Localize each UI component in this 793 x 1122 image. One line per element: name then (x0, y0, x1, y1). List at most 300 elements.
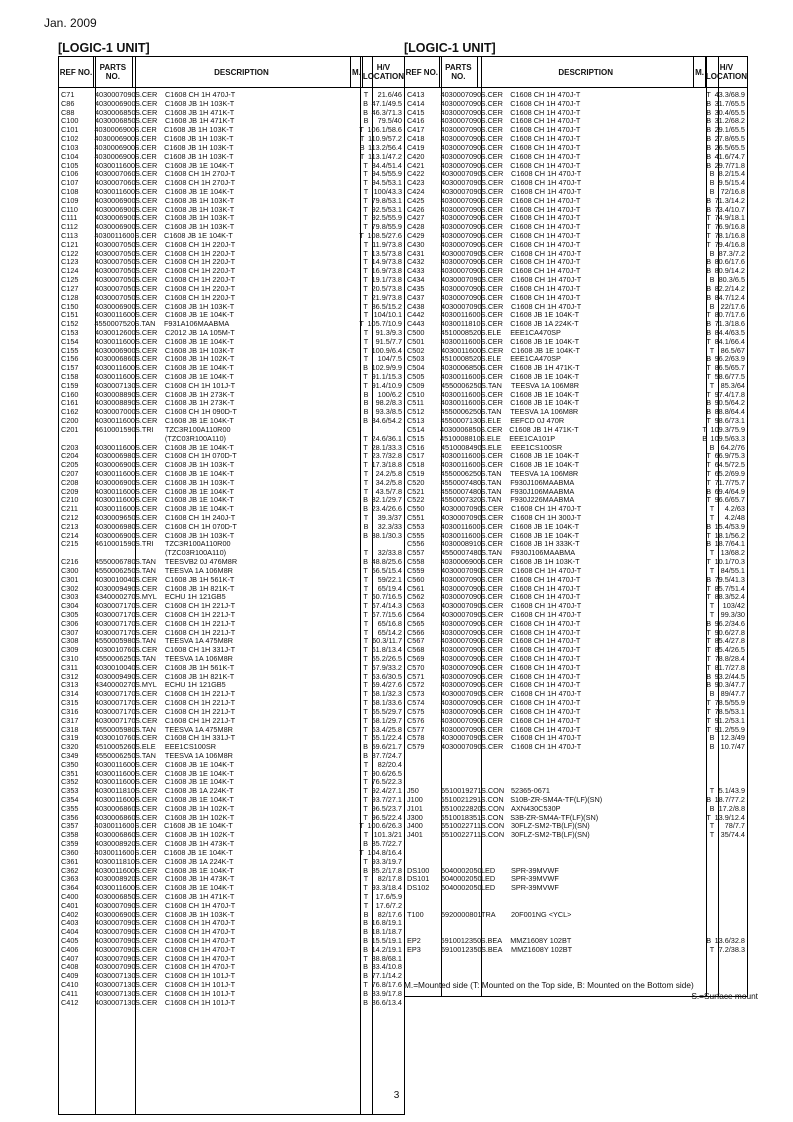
location-cell: 31.7/65.5 (714, 98, 745, 108)
ref-no-cell: C357 (61, 821, 79, 831)
mounted-side-cell: T (706, 495, 711, 505)
type-cell: S.TAN (480, 407, 502, 417)
mounted-side-cell: T (363, 248, 368, 258)
description-cell: C1608 CH 1H 470J-T (511, 689, 582, 699)
type-cell (481, 893, 511, 902)
description-cell: C1608 JB 1E 104K-T (163, 847, 233, 857)
parts-no-cell: 4030011600 (95, 759, 136, 769)
parts-no-cell: 4030007130 (94, 380, 136, 390)
mounted-side-cell: B (706, 107, 712, 117)
type-cell: S.CER (481, 301, 504, 311)
ref-no-cell: C438 (407, 301, 425, 311)
mounted-side-cell (706, 770, 718, 779)
parts-no-cell: 4030011600 (94, 777, 135, 787)
description-cell: MMZ1608Y 102BT (510, 936, 572, 945)
mounted-side-cell: B (363, 839, 368, 849)
type-cell: S.CER (134, 962, 158, 972)
ref-no-cell: C317 (61, 715, 79, 725)
parts-no-cell: 4030007090 (440, 654, 482, 663)
description-cell: C1608 JB 1H 103K-T (164, 98, 235, 108)
location-cell: 65/16.8 (377, 618, 402, 628)
type-cell: S.CER (134, 671, 158, 681)
ref-no-cell: C122 (61, 248, 79, 258)
location-cell: 84.4/51.4 (371, 160, 402, 170)
type-cell: S.CER (480, 706, 503, 716)
mounted-side-cell: B (709, 186, 715, 196)
description-cell: C1608 CH 1H 221J-T (165, 618, 236, 628)
legend-notes (404, 980, 764, 1002)
location-cell: 34.6/54.2 (371, 416, 402, 426)
description-cell: C1608 CH 1H 470J-T (164, 962, 236, 972)
mounted-side-cell: B (706, 151, 712, 161)
type-cell: S.CER (134, 698, 158, 708)
type-cell: S.CER (481, 601, 504, 611)
mounted-side-cell: T (363, 812, 368, 822)
parts-no-cell: 4030006850 (440, 363, 482, 373)
description-cell: C1608 JB 1E 104K-T (164, 777, 234, 787)
mounted-side-cell: B (709, 301, 715, 311)
description-cell: C1608 CH 1H 470J-T (511, 275, 582, 285)
mounted-side-cell: T (709, 548, 715, 558)
type-cell: LED (481, 874, 496, 884)
description-cell: EEE1CS100SR (511, 442, 563, 452)
parts-no-cell: 4550006250 (441, 380, 482, 390)
description-cell: C1608 CH 1H 470J-T (510, 592, 581, 602)
description-cell: C1608 CH 1H 470J-T (165, 90, 236, 99)
location-cell: 72/16.8 (720, 186, 745, 196)
left-unit-title: [LOGIC-1 UNIT] (58, 41, 150, 55)
location-cell: 61.8/13.4 (371, 645, 402, 655)
parts-no-cell: 4030008910 (440, 539, 482, 549)
type-cell: LED (481, 883, 496, 893)
location-cell: 91.2/53.1 (714, 715, 745, 725)
ref-no-cell: C308 (61, 636, 79, 646)
left-parts-column (58, 40, 405, 1115)
description-cell: C1608 JB 1H 471K-T (165, 116, 235, 126)
parts-no-cell: 4550006250 (440, 407, 482, 417)
parts-no-cell: 4030011600 (94, 231, 135, 240)
description-cell: C1608 CH 1H 470J-T (510, 698, 581, 708)
location-cell: 100.6/26.3 (367, 821, 402, 831)
type-cell: S.CER (480, 231, 503, 240)
description-cell: S10B-ZR-SM4A-TF(LF)(SN) (510, 795, 603, 804)
location-cell: 69.4/64.9 (714, 486, 745, 496)
description-cell: C1608 JB 1E 104K-T (165, 468, 234, 478)
parts-no-cell: 4030011600 (441, 345, 482, 355)
description-cell: TEESVA 1A 475M8R (165, 636, 234, 646)
type-cell: S.TRI (135, 539, 154, 549)
parts-no-cell (441, 752, 481, 761)
mounted-side-cell: T (363, 786, 368, 796)
ref-no-cell: C306 (61, 618, 79, 628)
mounted-side-cell: T (363, 451, 368, 461)
location-cell: 14.2/19.1 (371, 944, 402, 954)
ref-no-cell: C574 (407, 698, 425, 708)
parts-no-cell: 4030011600 (94, 883, 135, 893)
type-cell: S.CER (480, 592, 503, 602)
type-cell: S.ELE (134, 742, 156, 752)
table-row (59, 426, 404, 435)
location-cell: 14.9/73.8 (371, 257, 402, 267)
location-cell: 23.7/32.8 (371, 451, 402, 461)
type-cell: S.CER (134, 953, 158, 963)
ref-no-cell: C432 (407, 257, 425, 267)
parts-no-cell: 4030011600 (440, 310, 481, 320)
type-cell: S.CER (480, 645, 503, 655)
location-cell: 76.9/16.8 (714, 222, 745, 232)
description-cell: F931A106MAABMA (163, 319, 230, 329)
parts-no-cell: 4030007090 (441, 186, 482, 196)
ref-no-cell: C425 (407, 195, 425, 205)
mounted-side-cell: T (709, 609, 715, 619)
table-row (405, 946, 747, 955)
parts-no-cell (441, 840, 481, 849)
type-cell: S.CER (480, 724, 503, 734)
description-cell: C1608 JB 1E 104K-T (164, 442, 234, 452)
mounted-side-cell: T (706, 654, 711, 663)
type-cell: S.TAN (134, 654, 156, 663)
location-cell: 82.2/14.2 (714, 283, 745, 293)
type-cell: S.CER (135, 583, 158, 593)
mounted-side-cell: B (709, 733, 715, 743)
description-cell: C1608 JB 1H 561K-T (164, 662, 235, 672)
mounted-side-cell (706, 867, 718, 876)
mounted-side-cell: B (363, 927, 368, 937)
mounted-side-cell: B (363, 936, 368, 945)
type-cell: S.CER (481, 689, 504, 699)
ref-no-cell: C518 (407, 460, 425, 470)
location-cell: 59/22.1 (377, 574, 402, 584)
parts-no-cell: 4030011600 (440, 460, 481, 470)
mounted-side-cell (706, 893, 718, 902)
location-cell: 110.9/57.2 (368, 134, 402, 144)
ref-no-cell: C517 (407, 451, 425, 461)
type-cell: S.BEA (481, 944, 503, 954)
type-cell: S.TAN (134, 319, 156, 329)
ref-no-cell: C71 (61, 90, 75, 99)
ref-no-cell: C414 (407, 98, 425, 108)
type-cell (481, 919, 511, 928)
right-parts-column (404, 40, 748, 997)
type-cell: S.CER (480, 671, 503, 681)
mounted-side-cell: T (706, 715, 711, 725)
location-cell: 102.9/9.9 (371, 363, 402, 373)
ref-no-cell: C209 (61, 486, 79, 496)
parts-no-cell: 4030011600 (94, 416, 135, 426)
description-cell: C1608 JB 1E 104K-T (164, 865, 234, 875)
description-cell: C1608 JB 1H 103K-T (510, 557, 580, 567)
ref-no-cell: C417 (407, 125, 425, 135)
ref-no-cell: C402 (61, 909, 79, 919)
mounted-side-cell: B (709, 275, 715, 285)
location-cell: 19.1/73.8 (371, 275, 402, 285)
ref-no-cell: C551 (407, 513, 425, 522)
ref-no-cell: C407 (61, 953, 79, 963)
type-cell: S.CER (481, 345, 504, 355)
location-cell: 87.3/7.2 (718, 248, 745, 258)
type-cell: S.CER (135, 513, 158, 522)
ref-no-cell: C86 (61, 98, 75, 108)
description-cell: C1608 JB 1H 561K-T (165, 574, 235, 584)
ref-no-cell: C559 (407, 565, 425, 575)
parts-no-cell: 4030006900 (94, 222, 136, 232)
parts-no-cell: 4030009490 (95, 583, 136, 593)
description-cell: C1608 JB 1H 103K-T (164, 222, 235, 232)
mounted-side-cell: T (363, 980, 368, 990)
location-cell: 46.3/71.3 (371, 107, 402, 117)
description-cell: EEE1CA101P (509, 433, 556, 443)
right-parts-table (404, 56, 748, 997)
mounted-side-cell: B (706, 292, 712, 302)
location-cell (718, 752, 747, 761)
description-cell: C1608 CH 1H 101J-T (164, 997, 236, 1007)
location-cell: 34.2/5.8 (375, 477, 402, 487)
ref-no-cell: C405 (61, 936, 79, 945)
mounted-side-cell: B (706, 266, 712, 276)
parts-no-cell: 4030007090 (440, 283, 482, 293)
mounted-side-cell: T (363, 275, 368, 285)
description-cell: C1608 JB 1E 104K-T (510, 336, 580, 346)
mounted-side-cell: B (363, 504, 368, 514)
description-cell: C1608 CH 1H 470J-T (510, 715, 581, 725)
type-cell: S.TAN (480, 468, 502, 478)
parts-no-cell: 4030007050 (94, 266, 136, 276)
ref-no-cell: C349 (61, 750, 79, 760)
parts-no-cell: 4030006900 (94, 460, 136, 470)
mounted-side-cell: T (363, 662, 368, 672)
type-cell: S.CER (135, 900, 158, 910)
description-cell: C1608 CH 1H 470J-T (511, 186, 582, 196)
type-cell: S.CER (134, 786, 158, 796)
location-cell: 108.5/27.6 (367, 231, 402, 240)
parts-no-cell: 4550005980 (94, 724, 136, 734)
type-cell (481, 840, 511, 849)
description-cell: SPR-39MVWF (511, 865, 559, 875)
type-cell: S.CER (134, 363, 158, 373)
location-cell (718, 849, 747, 858)
mounted-side-cell: T (363, 715, 368, 725)
mounted-side-cell: T (706, 213, 711, 223)
ref-no-cell: DS100 (407, 865, 430, 875)
type-cell: S.CER (481, 504, 504, 514)
description-cell: C1608 JB 1H 102K-T (164, 803, 235, 813)
location-cell: 64.2/76 (720, 442, 745, 452)
type-cell: S.CER (134, 380, 158, 390)
description-cell: C1608 JB 1H 273K-T (165, 389, 235, 399)
location-cell: 97.4/17.8 (714, 389, 745, 399)
parts-no-cell: 4030007090 (95, 900, 136, 910)
mounted-side-cell: T (359, 151, 365, 161)
description-cell: C1608 JB 1H 473K-T (164, 839, 235, 849)
location-cell (718, 858, 747, 867)
type-cell: S.CER (480, 557, 503, 567)
mounted-side-cell: B (706, 521, 712, 531)
table-row (405, 849, 747, 858)
mounted-side-cell (706, 761, 718, 770)
parts-no-cell: 4550005980 (95, 636, 136, 646)
ref-no-cell: C320 (61, 742, 79, 752)
description-cell: TEESVA 1A 106M8R (511, 380, 580, 390)
type-cell: S.CER (480, 292, 503, 302)
ref-no-cell: C158 (61, 372, 79, 381)
type-cell: S.CER (134, 839, 158, 849)
mounted-side-cell: T (363, 178, 368, 188)
description-cell (511, 840, 706, 849)
description-cell: C1608 CH 1H 470J-T (511, 733, 582, 743)
ref-no-cell (405, 761, 441, 770)
description-cell: C1608 CH 1H 221J-T (164, 689, 236, 699)
description-cell: C1608 CH 1H 470J-T (164, 918, 236, 928)
type-cell: LED (481, 865, 496, 875)
parts-no-cell: 4030011600 (95, 310, 136, 320)
mounted-side-cell: T (363, 468, 369, 478)
parts-no-cell: 4030007050 (95, 239, 136, 249)
table-row (405, 893, 747, 902)
mounted-side-cell: T (363, 680, 368, 690)
location-cell: 96.6/65.7 (714, 495, 745, 505)
description-cell: ECHU 1H 121GB5 (164, 680, 226, 690)
type-cell: S.CER (481, 248, 504, 258)
description-cell: C1608 JB 1H 821K-T (164, 671, 235, 681)
description-cell: MMZ1608Y 102BT (511, 944, 573, 954)
parts-no-cell: 4030007090 (440, 645, 482, 655)
parts-no-cell: 4030008890 (95, 389, 136, 399)
description-cell: C1608 CH 1H 470J-T (511, 601, 582, 611)
location-cell: 67.4/14.3 (371, 601, 402, 611)
location-cell: 15.4/53.9 (714, 521, 745, 531)
parts-no-cell: 4610001590 (95, 424, 136, 434)
parts-no-cell: 4030008890 (95, 398, 136, 408)
ref-no-cell: C568 (407, 645, 425, 655)
parts-no-cell: 4030006900 (94, 213, 136, 223)
ref-no-cell: C422 (407, 169, 425, 179)
location-cell: 93.2/44.5 (714, 671, 745, 681)
ref-no-cell (405, 770, 441, 779)
parts-no-cell: 4030006850 (95, 891, 136, 901)
parts-no-cell: 4030007090 (94, 936, 136, 945)
location-cell: 85.7/51.4 (714, 583, 745, 593)
ref-no-cell: C316 (61, 706, 79, 716)
type-cell: S.CER (134, 988, 158, 998)
description-cell: C1608 CH 1H 070D-T (165, 521, 237, 531)
type-cell: S.CER (134, 231, 157, 240)
parts-no-cell: 4030007130 (94, 988, 136, 998)
location-cell: 91.4/10.9 (371, 380, 402, 390)
description-cell: C1608 JB 1E 104K-T (164, 416, 234, 426)
location-cell: 90.3/47.7 (714, 680, 745, 690)
ref-no-cell: C512 (407, 407, 425, 417)
type-cell: S.CER (480, 98, 503, 108)
ref-no-cell: C424 (407, 186, 425, 196)
location-cell: 96.2/34.6 (714, 618, 745, 628)
location-cell: 9.5/15.4 (718, 178, 745, 188)
ref-no-cell: C433 (407, 266, 425, 276)
ref-no-cell: C412 (61, 997, 79, 1007)
type-cell: S.CER (134, 345, 158, 355)
ref-no-cell: C359 (61, 839, 79, 849)
type-cell: S.CER (134, 275, 158, 285)
parts-no-cell: 5040002050 (441, 883, 482, 893)
table-row (405, 919, 747, 928)
mounted-side-cell: T (359, 821, 364, 831)
location-cell: 16.9/73.8 (371, 266, 402, 276)
mounted-side-cell: B (706, 486, 712, 496)
description-cell (511, 770, 706, 779)
description-cell: C2012 JB 1A 105M-T (165, 327, 235, 337)
description-cell: C1608 CH 1H 470J-T (510, 116, 581, 126)
parts-no-cell: 4030007050 (94, 283, 136, 293)
location-cell: 78.1/16.8 (714, 231, 745, 240)
location-cell: 17.6/5.9 (375, 891, 402, 901)
location-cell: 109.3/75.9 (710, 424, 746, 434)
type-cell: S.MYL (134, 592, 157, 602)
parts-no-cell: 4030011600 (440, 336, 481, 346)
description-cell: C1608 JB 1H 103K-T (164, 195, 235, 205)
type-cell: S.CER (135, 468, 158, 478)
ref-no-cell: C561 (407, 583, 425, 593)
ref-no-cell: C502 (407, 345, 425, 355)
parts-no-cell: 4030006980 (94, 451, 136, 461)
mounted-side-cell: B (363, 988, 368, 998)
location-cell: 47.1/49.5 (371, 98, 402, 108)
type-cell: S.CER (135, 239, 158, 249)
mounted-side-cell: B (363, 530, 368, 540)
ref-no-cell: C558 (407, 557, 425, 567)
ref-no-cell: C315 (61, 698, 79, 708)
type-cell: S.CER (134, 530, 158, 540)
parts-no-cell: 4030007130 (94, 971, 136, 981)
location-cell: 103/42 (722, 601, 745, 611)
type-cell: S.CER (480, 160, 503, 170)
mounted-side-cell: T (359, 847, 364, 857)
parts-no-cell: 5040002050 (441, 865, 482, 875)
location-cell: 93.3/18.4 (371, 883, 402, 893)
ref-no-cell: C410 (61, 980, 79, 990)
description-cell: SPR-39MVWF (511, 883, 559, 893)
description-cell: TEESVA 1A 106M8R (164, 750, 233, 760)
location-cell: 113.2/56.4 (368, 142, 402, 152)
type-cell: S.CER (480, 222, 503, 232)
type-cell: S.CER (480, 636, 503, 646)
type-cell: S.CER (134, 195, 158, 205)
type-cell: S.CER (480, 257, 503, 267)
type-cell: S.CER (134, 451, 158, 461)
type-cell: S.TAN (134, 565, 156, 575)
location-cell: 109.5/63.3 (710, 433, 746, 443)
parts-no-cell: 4030011600 (94, 504, 135, 514)
mounted-side-cell: B (709, 742, 715, 752)
description-cell: C1608 CH 1H 221J-T (164, 698, 236, 708)
ref-no-cell: C313 (61, 680, 79, 690)
type-cell: S.CER (134, 248, 158, 258)
header-parts-no: PARTS NO. (94, 57, 133, 87)
description-cell: C1608 CH 1H 470J-T (510, 98, 581, 108)
description-cell: 20F001NG <YCL> (511, 909, 572, 919)
location-cell: 82/17.8 (377, 874, 402, 884)
location-cell: 26.5/65.5 (714, 142, 745, 152)
parts-no-cell: 4030007090 (440, 583, 482, 593)
ref-no-cell: C303 (61, 592, 79, 602)
location-cell: 13/68.2 (720, 548, 745, 558)
description-cell: C1608 JB 1H 103K-T (164, 345, 235, 355)
ref-no-cell: C104 (61, 151, 79, 161)
description-cell: TEESVA 1A 106M8R (510, 468, 579, 478)
description-cell: C1608 CH 1H 470J-T (510, 706, 581, 716)
location-cell: 13.9/12.4 (714, 812, 745, 822)
header-parts-no: PARTS NO. (440, 57, 478, 87)
mounted-side-cell: T (706, 698, 711, 708)
description-cell: TEESVA 1A 106M8R (164, 565, 233, 575)
